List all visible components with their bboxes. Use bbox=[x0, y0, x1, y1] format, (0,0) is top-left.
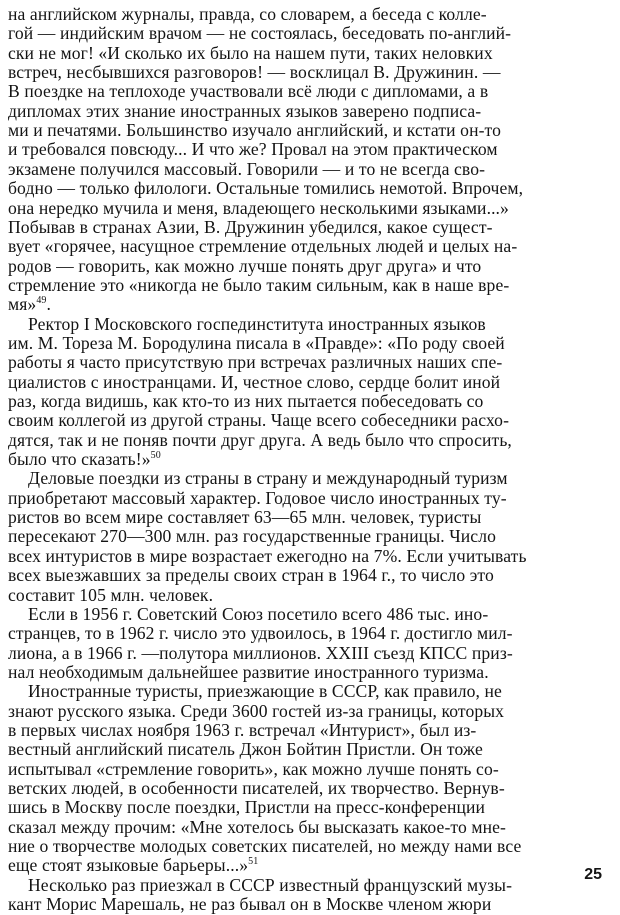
text-line-content: своим коллегой из другой страны. Чаще всего собеседники расхо- bbox=[8, 410, 510, 431]
text-line-content: испытывал «стремление говорить», как можно лучше понять со- bbox=[8, 758, 499, 779]
text-line-content: ски не мог! «И сколько их было на нашем пути, таких неловких bbox=[8, 42, 493, 63]
text-line-content: дипломах этих знание иностранных языков заверено подписа- bbox=[8, 100, 482, 121]
text-line-content: гой — индийским врачом — не состоялась, беседовать по-англий- bbox=[8, 23, 512, 44]
text-line-content: в первых числах ноября 1963 г. встречал «Интурист», был из- bbox=[8, 719, 477, 740]
text-line-content: нал необходимым дальнейшее развитие иностранного туризма. bbox=[8, 661, 489, 682]
text-line-content: родов — говорить, как можно лучше понять друг друга» и что bbox=[8, 255, 482, 276]
text-line-content: всех выезжавших за пределы своих стран в 1964 г., то число это bbox=[8, 565, 494, 586]
text-line-content: составит 105 млн. человек. bbox=[8, 584, 214, 605]
text-line-content: дятся, так и не поняв почти друг друга. А ведь было что спросить, bbox=[8, 429, 512, 450]
footnote-marker: 50 bbox=[150, 450, 161, 462]
text-line-content: В поездке на теплоходе участвовали всё люди с дипломами, а в bbox=[8, 81, 489, 102]
text-line-content: лиона, а в 1966 г. —полутора миллионов. XXIII съезд КПСС приз- bbox=[8, 642, 513, 663]
text-line-content: еще стоят языковые барьеры...» bbox=[8, 855, 249, 876]
text-line bbox=[8, 274, 509, 296]
text-line-content: раз, когда видишь, как кто-то из них пытается побеседовать со bbox=[8, 391, 484, 411]
text-line-content: приобретают массовый характер. Годовое число иностранных ту- bbox=[8, 487, 507, 508]
text-line-content: сказал между прочим: «Мне хотелось бы высказать какое-то мне- bbox=[8, 816, 506, 837]
text-line-content: встреч, несбывшихся разговоров! — восклицал В. Дружинин. — bbox=[8, 62, 501, 83]
text-line-content: было что сказать!» bbox=[8, 449, 151, 470]
text-line-content: пересекают 270—300 млн. раз государственные границы. Число bbox=[8, 526, 496, 547]
text-line-content: ми и печатями. Большинство изучало английский, и кстати он-то bbox=[8, 120, 502, 141]
text-line-tail: . bbox=[46, 294, 52, 315]
text-line-content: стремление это «никогда не было таким сильным, как в наше вре- bbox=[8, 274, 510, 295]
text-line-content: Деловые поездки из страны в страну и международный туризм bbox=[28, 468, 508, 489]
text-line-content: ние о творчестве молодых советских писателей, но между нами все bbox=[8, 836, 522, 857]
page-number: 25 bbox=[584, 866, 602, 883]
text-line-content: Несколько раз приезжал в СССР известный французский музы- bbox=[28, 874, 513, 895]
text-line-content: ветских людей, в особенности писателей, их творчество. Вернув- bbox=[8, 778, 505, 798]
text-line-content: Иностранные туристы, приезжающие в СССР, как правило, не bbox=[28, 681, 502, 702]
text-line-content: бодно — только филологи. Остальные томились немотой. Впрочем, bbox=[8, 178, 524, 199]
text-line-content: циалистов с иностранцами. И, честное слово, сердце болит иной bbox=[8, 371, 501, 392]
text-line-content: кант Морис Марешаль, не раз бывал он в Москве членом жюри bbox=[8, 894, 492, 915]
footnote-marker: 49 bbox=[36, 295, 47, 307]
text-line-content: Побывав в странах Азии, В. Дружинин убедился, какое сущест- bbox=[8, 216, 493, 237]
text-line-content: работы я часто присутствую при встречах различных наших спе- bbox=[8, 352, 503, 373]
text-line-content: странцев, то в 1962 г. число это удвоилось, в 1964 г. достигло мил- bbox=[8, 623, 513, 644]
text-line-content: мя» bbox=[8, 294, 37, 315]
text-line bbox=[8, 893, 491, 915]
text-line-content: шись в Москву после поездки, Пристли на пресс-конференции bbox=[8, 797, 486, 818]
text-line-content: на английском журналы, правда, со словарем, а беседа с колле- bbox=[8, 4, 487, 24]
text-line-content: всех интуристов в мире возрастает ежегодно на 7%. Если учитывать bbox=[8, 545, 527, 566]
text-line-content: и требовался повсюду... И что же? Провал на этом практическом bbox=[8, 139, 498, 160]
text-line-content: вует «горячее, насущное стремление отдельных людей и целых на- bbox=[8, 236, 518, 257]
text-line-content: знают русского языка. Среди 3600 гостей из-за границы, которых bbox=[8, 700, 505, 721]
text-line-content: вестный английский писатель Джон Бойтин Пристли. Он тоже bbox=[8, 739, 483, 760]
text-line-content: экзамене получился массовый. Говорили — и то не всегда сво- bbox=[8, 158, 486, 179]
text-line-content: она нередко мучила и меня, владеющего несколькими языками...» bbox=[8, 197, 509, 218]
text-line-content: Ректор I Московского госпединститута иностранных языков bbox=[28, 313, 486, 334]
text-line-content: им. М. Тореза М. Бородулина писала в «Правде»: «По роду своей bbox=[8, 332, 505, 353]
footnote-marker: 51 bbox=[248, 856, 259, 868]
text-line-content: Если в 1956 г. Советский Союз посетило всего 486 тыс. ино- bbox=[28, 603, 489, 624]
text-line-content: ристов во всем мире составляет 63—65 млн. человек, туристы bbox=[8, 507, 482, 528]
